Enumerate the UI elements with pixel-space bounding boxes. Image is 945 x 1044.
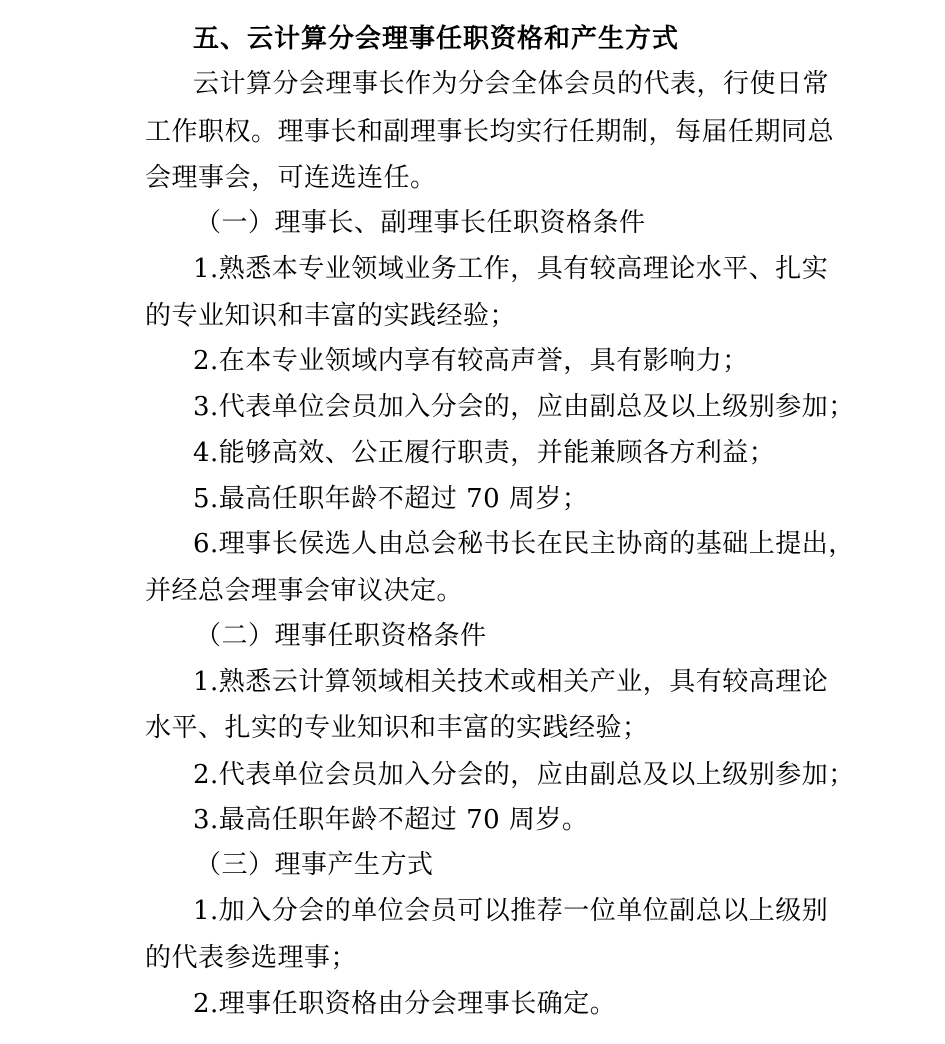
subsection-heading-2: （二）理事任职资格条件 bbox=[195, 621, 487, 651]
section2-item2: 2.代表单位会员加入分会的，应由副总及以上级别参加； bbox=[193, 760, 855, 790]
section1-item5: 5.最高任职年龄不超过 70 周岁； bbox=[193, 484, 589, 514]
intro-line-3: 会理事会，可连选连任。 bbox=[145, 163, 437, 193]
section1-item1-line2: 的专业知识和丰富的实践经验； bbox=[145, 301, 517, 331]
section3-item2: 2.理事任职资格由分会理事长确定。 bbox=[193, 989, 617, 1019]
section1-item3: 3.代表单位会员加入分会的，应由副总及以上级别参加； bbox=[193, 392, 855, 422]
section3-item1-line2: 的代表参选理事； bbox=[145, 943, 358, 973]
intro-line-1: 云计算分会理事长作为分会全体会员的代表，行使日常 bbox=[193, 69, 830, 99]
section1-item4: 4.能够高效、公正履行职责，并能兼顾各方利益； bbox=[193, 438, 776, 468]
intro-line-2: 工作职权。理事长和副理事长均实行任期制，每届任期同总 bbox=[145, 117, 835, 147]
section-heading: 五、云计算分会理事任职资格和产生方式 bbox=[193, 24, 680, 54]
subsection-heading-1: （一）理事长、副理事长任职资格条件 bbox=[195, 208, 646, 238]
section1-item6-line2: 并经总会理事会审议决定。 bbox=[145, 576, 464, 606]
section1-item2: 2.在本专业领域内享有较高声誉，具有影响力； bbox=[193, 346, 749, 376]
section2-item3: 3.最高任职年龄不超过 70 周岁。 bbox=[193, 805, 589, 835]
section2-item1-line2: 水平、扎实的专业知识和丰富的实践经验； bbox=[145, 713, 649, 743]
section1-item6-line1: 6.理事长侯选人由总会秘书长在民主协商的基础上提出， bbox=[193, 529, 855, 559]
section2-item1-line1: 1.熟悉云计算领域相关技术或相关产业，具有较高理论 bbox=[193, 667, 829, 697]
section1-item1-line1: 1.熟悉本专业领域业务工作，具有较高理论水平、扎实 bbox=[193, 254, 829, 284]
subsection-heading-3: （三）理事产生方式 bbox=[195, 850, 434, 880]
section3-item1-line1: 1.加入分会的单位会员可以推荐一位单位副总以上级别 bbox=[193, 896, 829, 926]
